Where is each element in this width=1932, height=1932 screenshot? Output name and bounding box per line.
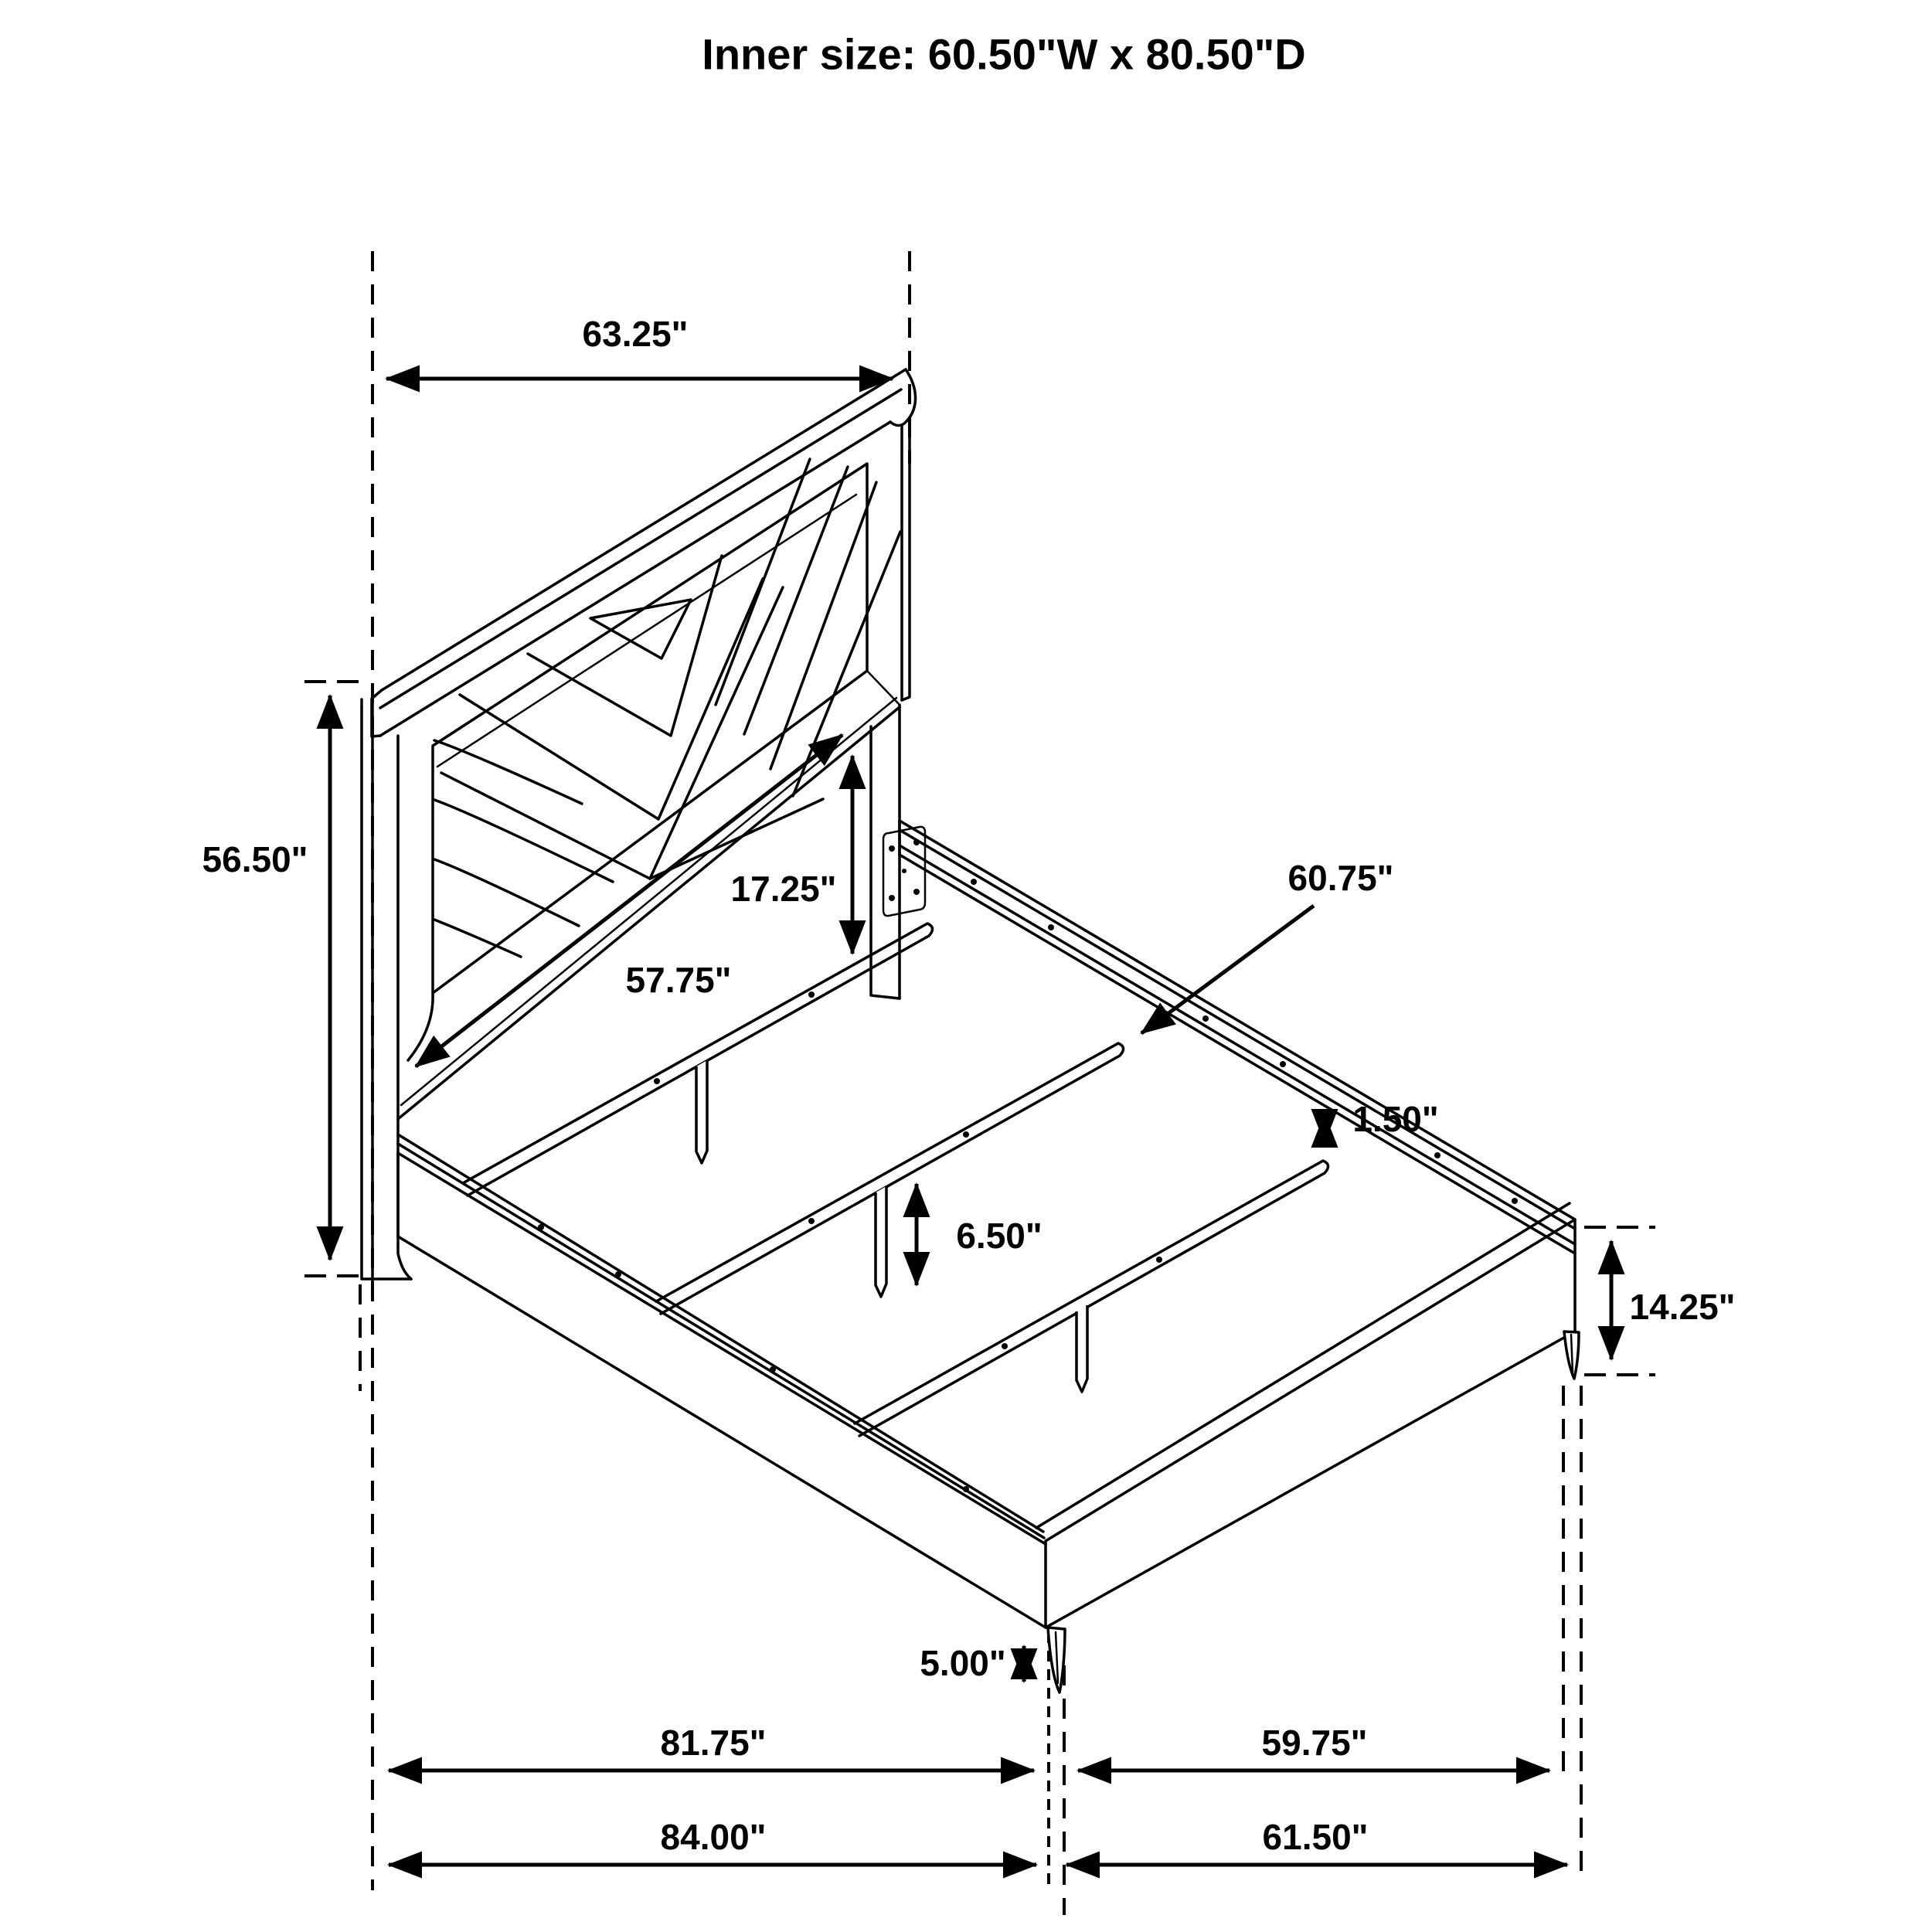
dim-label-frame-width-inner: 59.75" [1261, 1723, 1368, 1763]
crown-mid-line [380, 389, 901, 708]
plank-shallow-1 [434, 740, 582, 804]
right-stile-inner [871, 726, 900, 998]
dim-label-headboard-clearance: 17.25" [730, 869, 837, 909]
crown-top-edge [382, 369, 906, 690]
left-stile-inner [398, 736, 411, 1279]
bracket-hole [889, 845, 895, 852]
headboard-bottom-edge [398, 707, 900, 1119]
chevron-triangle [590, 600, 691, 658]
dim-label-overall-length: 84.00" [660, 1817, 767, 1857]
right-rail-line [900, 855, 1575, 1253]
dim-label-rail-lip: 1.50" [1352, 1099, 1439, 1139]
dim-label-frame-length-inner: 81.75" [660, 1723, 767, 1763]
dim-label-front-leg: 5.00" [920, 1643, 1006, 1683]
page-title: Inner size: 60.50"W x 80.50"D [702, 29, 1306, 79]
dim-label-footboard-height: 14.25" [1629, 1287, 1736, 1327]
headboard [362, 369, 925, 1281]
plank-steep-1 [716, 459, 810, 705]
left-stile-outer [362, 699, 411, 1279]
footboard-top-lip [1036, 1203, 1570, 1528]
plank-shallow-3 [434, 859, 579, 926]
slat-leg [696, 1060, 707, 1163]
crown-bottom-edge [380, 422, 890, 736]
right-rail-line [900, 845, 1575, 1244]
bracket-hole [913, 889, 920, 895]
left-rail-face-bottom [398, 1236, 1046, 1628]
right-rail-line [900, 830, 1575, 1229]
dim-label-headboard-inner-width: 57.75" [625, 960, 732, 1000]
dim-label-headboard-width: 63.25" [582, 314, 689, 354]
slat-2 [656, 1043, 1124, 1314]
left-rail-angle-line [398, 1144, 1044, 1538]
slat-leg [876, 1186, 886, 1297]
panel-corner-curve [408, 993, 433, 1060]
dim-label-headboard-height: 56.50" [202, 839, 308, 879]
bracket-hole [902, 869, 906, 873]
right-rail-line [900, 821, 1575, 1219]
right-side-rail [900, 821, 1575, 1253]
slat-leg [1077, 1305, 1087, 1392]
dim-label-support-leg: 6.50" [956, 1216, 1043, 1256]
left-rail-angle-line [398, 1134, 1043, 1532]
left-side-rail [398, 1134, 1046, 1628]
bed-frame [398, 821, 1579, 1692]
slat-band [656, 1043, 1124, 1314]
bracket-hole [889, 895, 895, 901]
dim-label-overall-width: 61.50" [1262, 1817, 1369, 1857]
left-rail-angle-line [398, 1153, 1046, 1544]
dim-label-center-rail-length: 60.75" [1287, 858, 1394, 898]
footboard-face [1046, 1219, 1575, 1628]
